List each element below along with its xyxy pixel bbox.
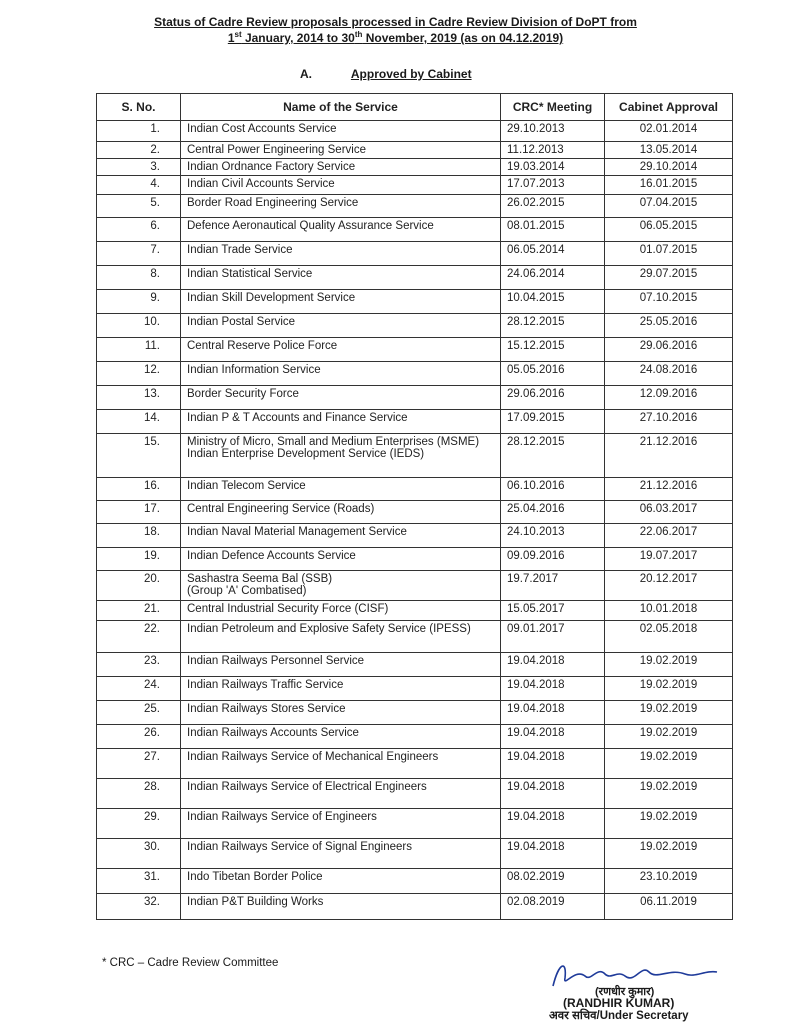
cadre-review-table (96, 93, 733, 920)
cell-sno: 1. (97, 121, 181, 142)
header-crc-meeting: CRC* Meeting (501, 94, 605, 121)
cell-cabinet-approval: 07.10.2015 (605, 290, 733, 314)
cell-crc-meeting: 28.12.2015 (501, 314, 605, 338)
table-row (97, 176, 733, 195)
title-line-2: 1st January, 2014 to 30th November, 2019 (as on 04.12.2019) (227, 30, 564, 45)
cell-service-name (181, 894, 501, 920)
cell-sno: 19. (97, 548, 181, 571)
cell-sno: 20. (97, 571, 181, 601)
cell-sno: 12. (97, 362, 181, 386)
cell-crc-meeting: 19.04.2018 (501, 749, 605, 779)
service-name: Indian Cost Accounts Service (187, 123, 337, 135)
cell-service-name (181, 266, 501, 290)
service-name: Indian Telecom Service (187, 480, 306, 492)
service-name: Border Security Force (187, 388, 299, 400)
table-row (97, 159, 733, 176)
service-name: Indian Railways Stores Service (187, 703, 346, 715)
table-row (97, 749, 733, 779)
cell-cabinet-approval: 12.09.2016 (605, 386, 733, 410)
cell-cabinet-approval: 19.07.2017 (605, 548, 733, 571)
service-name: Indian P&T Building Works (187, 896, 324, 908)
table-row (97, 314, 733, 338)
cell-service-name (181, 839, 501, 869)
footnote: * CRC – Cadre Review Committee (102, 957, 279, 969)
table-row (97, 478, 733, 501)
cell-crc-meeting: 05.05.2016 (501, 362, 605, 386)
cell-sno: 18. (97, 524, 181, 548)
cell-crc-meeting: 29.10.2013 (501, 121, 605, 142)
cell-crc-meeting: 08.02.2019 (501, 869, 605, 894)
table-row (97, 677, 733, 701)
service-name: Indian Railways Accounts Service (187, 727, 359, 739)
cell-cabinet-approval: 29.07.2015 (605, 266, 733, 290)
cell-cabinet-approval: 20.12.2017 (605, 571, 733, 601)
cell-crc-meeting: 10.04.2015 (501, 290, 605, 314)
cell-sno: 9. (97, 290, 181, 314)
header-cabinet-approval: Cabinet Approval (605, 94, 733, 121)
cell-service-name (181, 195, 501, 218)
section-name: Approved by Cabinet (350, 67, 472, 81)
cell-crc-meeting: 15.05.2017 (501, 601, 605, 621)
cell-service-name (181, 159, 501, 176)
cell-service-name (181, 410, 501, 434)
cell-service-name (181, 548, 501, 571)
service-name: Indian Railways Service of Signal Engineers (187, 841, 413, 853)
cell-cabinet-approval: 19.02.2019 (605, 809, 733, 839)
table-row (97, 779, 733, 809)
cell-service-name (181, 677, 501, 701)
cell-crc-meeting: 09.09.2016 (501, 548, 605, 571)
service-name: Indian Statistical Service (187, 268, 313, 280)
service-name: Central Engineering Service (Roads) (187, 503, 375, 515)
service-name: Indian Railways Service of Engineers (187, 811, 377, 823)
service-name: Border Road Engineering Service (187, 197, 359, 209)
service-name: Indian Civil Accounts Service (187, 178, 335, 190)
cell-service-name (181, 653, 501, 677)
cell-sno: 11. (97, 338, 181, 362)
cell-sno: 29. (97, 809, 181, 839)
cell-service-name (181, 701, 501, 725)
cell-cabinet-approval: 19.02.2019 (605, 779, 733, 809)
cell-service-name (181, 524, 501, 548)
cell-crc-meeting: 19.04.2018 (501, 725, 605, 749)
cell-service-name (181, 809, 501, 839)
cell-service-name (181, 290, 501, 314)
section-heading (300, 67, 472, 81)
cell-cabinet-approval: 10.01.2018 (605, 601, 733, 621)
section-letter: A. (300, 67, 312, 81)
table-header-row (97, 94, 733, 121)
cell-crc-meeting: 24.10.2013 (501, 524, 605, 548)
cell-cabinet-approval: 25.05.2016 (605, 314, 733, 338)
cell-crc-meeting: 19.04.2018 (501, 809, 605, 839)
table-row (97, 338, 733, 362)
cell-cabinet-approval: 16.01.2015 (605, 176, 733, 195)
service-name: Indian P & T Accounts and Finance Service (187, 412, 408, 424)
cell-crc-meeting: 02.08.2019 (501, 894, 605, 920)
cell-service-name (181, 176, 501, 195)
cell-crc-meeting: 11.12.2013 (501, 142, 605, 159)
signatory-name-hindi: (रणधीर कुमार) (595, 986, 655, 998)
cell-crc-meeting: 19.04.2018 (501, 779, 605, 809)
table-row (97, 121, 733, 142)
service-name: Indian Petroleum and Explosive Safety Service (IPESS) (187, 623, 471, 635)
cell-cabinet-approval: 24.08.2016 (605, 362, 733, 386)
cell-sno: 7. (97, 242, 181, 266)
cell-cabinet-approval: 19.02.2019 (605, 749, 733, 779)
service-name: Central Power Engineering Service (187, 144, 366, 156)
cell-crc-meeting: 28.12.2015 (501, 434, 605, 478)
cell-service-name (181, 362, 501, 386)
service-name: Indian Naval Material Management Service (187, 526, 407, 538)
service-name: Indian Ordnance Factory Service (187, 161, 356, 173)
cell-sno: 10. (97, 314, 181, 338)
service-name: Indian Railways Service of Electrical Engineers (187, 781, 427, 793)
table-row (97, 290, 733, 314)
cell-sno: 8. (97, 266, 181, 290)
cell-crc-meeting: 29.06.2016 (501, 386, 605, 410)
service-name: Indian Skill Development Service (187, 292, 356, 304)
cell-crc-meeting: 19.04.2018 (501, 677, 605, 701)
signatory-designation: अवर सचिव/Under Secretary (549, 1010, 689, 1022)
cell-crc-meeting: 26.02.2015 (501, 195, 605, 218)
service-name-line-2: Indian Enterprise Development Service (IEDS) (187, 448, 425, 460)
cell-cabinet-approval: 22.06.2017 (605, 524, 733, 548)
cell-service-name (181, 338, 501, 362)
header-service-name: Name of the Service (181, 94, 501, 121)
cell-service-name (181, 621, 501, 653)
cell-crc-meeting: 17.09.2015 (501, 410, 605, 434)
service-name: Sashastra Seema Bal (SSB) (187, 573, 333, 585)
cell-sno: 16. (97, 478, 181, 501)
cell-sno: 30. (97, 839, 181, 869)
cell-cabinet-approval: 06.05.2015 (605, 218, 733, 242)
cell-cabinet-approval: 19.02.2019 (605, 701, 733, 725)
cell-service-name (181, 501, 501, 524)
service-name: Indian Railways Personnel Service (187, 655, 365, 667)
document-title (0, 14, 791, 46)
table-row (97, 524, 733, 548)
service-name: Central Industrial Security Force (CISF) (187, 603, 389, 615)
cell-service-name (181, 571, 501, 601)
cell-crc-meeting: 15.12.2015 (501, 338, 605, 362)
cell-cabinet-approval: 29.06.2016 (605, 338, 733, 362)
service-name: Indian Railways Service of Mechanical Engineers (187, 751, 439, 763)
cell-cabinet-approval: 23.10.2019 (605, 869, 733, 894)
table-row (97, 701, 733, 725)
cell-sno: 6. (97, 218, 181, 242)
table-row (97, 501, 733, 524)
cell-sno: 28. (97, 779, 181, 809)
cell-service-name (181, 434, 501, 478)
table-row (97, 434, 733, 478)
cell-service-name (181, 478, 501, 501)
cell-service-name (181, 386, 501, 410)
service-name: Indian Defence Accounts Service (187, 550, 356, 562)
cell-service-name (181, 242, 501, 266)
cell-sno: 23. (97, 653, 181, 677)
cell-sno: 2. (97, 142, 181, 159)
cell-sno: 3. (97, 159, 181, 176)
service-name: Indian Information Service (187, 364, 321, 376)
cell-cabinet-approval: 21.12.2016 (605, 434, 733, 478)
table-row (97, 218, 733, 242)
cell-cabinet-approval: 21.12.2016 (605, 478, 733, 501)
table-row (97, 266, 733, 290)
cell-crc-meeting: 19.7.2017 (501, 571, 605, 601)
cell-sno: 32. (97, 894, 181, 920)
cell-cabinet-approval: 29.10.2014 (605, 159, 733, 176)
cell-cabinet-approval: 01.07.2015 (605, 242, 733, 266)
table-row (97, 410, 733, 434)
cell-cabinet-approval: 02.01.2014 (605, 121, 733, 142)
header-sno: S. No. (97, 94, 181, 121)
service-name: Ministry of Micro, Small and Medium Enterprises (MSME) (187, 436, 480, 448)
table-row (97, 621, 733, 653)
cell-service-name (181, 218, 501, 242)
cell-crc-meeting: 06.10.2016 (501, 478, 605, 501)
table-row (97, 894, 733, 920)
cell-cabinet-approval: 06.11.2019 (605, 894, 733, 920)
cell-service-name (181, 314, 501, 338)
cell-sno: 21. (97, 601, 181, 621)
cell-sno: 26. (97, 725, 181, 749)
cell-cabinet-approval: 19.02.2019 (605, 839, 733, 869)
cell-crc-meeting: 25.04.2016 (501, 501, 605, 524)
cell-service-name (181, 869, 501, 894)
cell-sno: 4. (97, 176, 181, 195)
cell-crc-meeting: 19.04.2018 (501, 653, 605, 677)
cell-crc-meeting: 24.06.2014 (501, 266, 605, 290)
service-name: Indian Railways Traffic Service (187, 679, 344, 691)
cell-sno: 31. (97, 869, 181, 894)
service-name: Indian Postal Service (187, 316, 296, 328)
cell-crc-meeting: 19.03.2014 (501, 159, 605, 176)
table-row (97, 839, 733, 869)
table-row (97, 142, 733, 159)
cell-cabinet-approval: 06.03.2017 (605, 501, 733, 524)
cell-cabinet-approval: 27.10.2016 (605, 410, 733, 434)
service-name: Defence Aeronautical Quality Assurance Service (187, 220, 434, 232)
cell-sno: 25. (97, 701, 181, 725)
title-line-1: Status of Cadre Review proposals processed in Cadre Review Division of DoPT from (154, 15, 637, 29)
cell-cabinet-approval: 02.05.2018 (605, 621, 733, 653)
table-row (97, 548, 733, 571)
service-name: Indian Trade Service (187, 244, 293, 256)
table-body (97, 121, 733, 920)
cell-cabinet-approval: 13.05.2014 (605, 142, 733, 159)
cell-sno: 24. (97, 677, 181, 701)
table-row (97, 362, 733, 386)
cell-cabinet-approval: 19.02.2019 (605, 725, 733, 749)
cell-sno: 13. (97, 386, 181, 410)
table-row (97, 809, 733, 839)
cell-service-name (181, 601, 501, 621)
table-row (97, 601, 733, 621)
cell-service-name (181, 121, 501, 142)
cell-crc-meeting: 17.07.2013 (501, 176, 605, 195)
cell-crc-meeting: 09.01.2017 (501, 621, 605, 653)
cell-crc-meeting: 06.05.2014 (501, 242, 605, 266)
table-row (97, 571, 733, 601)
cell-crc-meeting: 19.04.2018 (501, 839, 605, 869)
cell-crc-meeting: 08.01.2015 (501, 218, 605, 242)
service-name-line-2: (Group 'A' Combatised) (187, 585, 307, 597)
cell-service-name (181, 142, 501, 159)
cell-service-name (181, 779, 501, 809)
cell-crc-meeting: 19.04.2018 (501, 701, 605, 725)
signature-block (535, 958, 735, 1024)
cell-cabinet-approval: 19.02.2019 (605, 677, 733, 701)
cell-service-name (181, 749, 501, 779)
table-row (97, 242, 733, 266)
table-row (97, 725, 733, 749)
table-row (97, 869, 733, 894)
table-row (97, 195, 733, 218)
signatory-name: (RANDHIR KUMAR) (563, 996, 675, 1010)
cell-sno: 17. (97, 501, 181, 524)
cell-sno: 14. (97, 410, 181, 434)
cell-sno: 15. (97, 434, 181, 478)
cell-service-name (181, 725, 501, 749)
table-row (97, 653, 733, 677)
cell-cabinet-approval: 19.02.2019 (605, 653, 733, 677)
service-name: Indo Tibetan Border Police (187, 871, 323, 883)
service-name: Central Reserve Police Force (187, 340, 338, 352)
cell-cabinet-approval: 07.04.2015 (605, 195, 733, 218)
cell-sno: 22. (97, 621, 181, 653)
cell-sno: 27. (97, 749, 181, 779)
table-row (97, 386, 733, 410)
cell-sno: 5. (97, 195, 181, 218)
